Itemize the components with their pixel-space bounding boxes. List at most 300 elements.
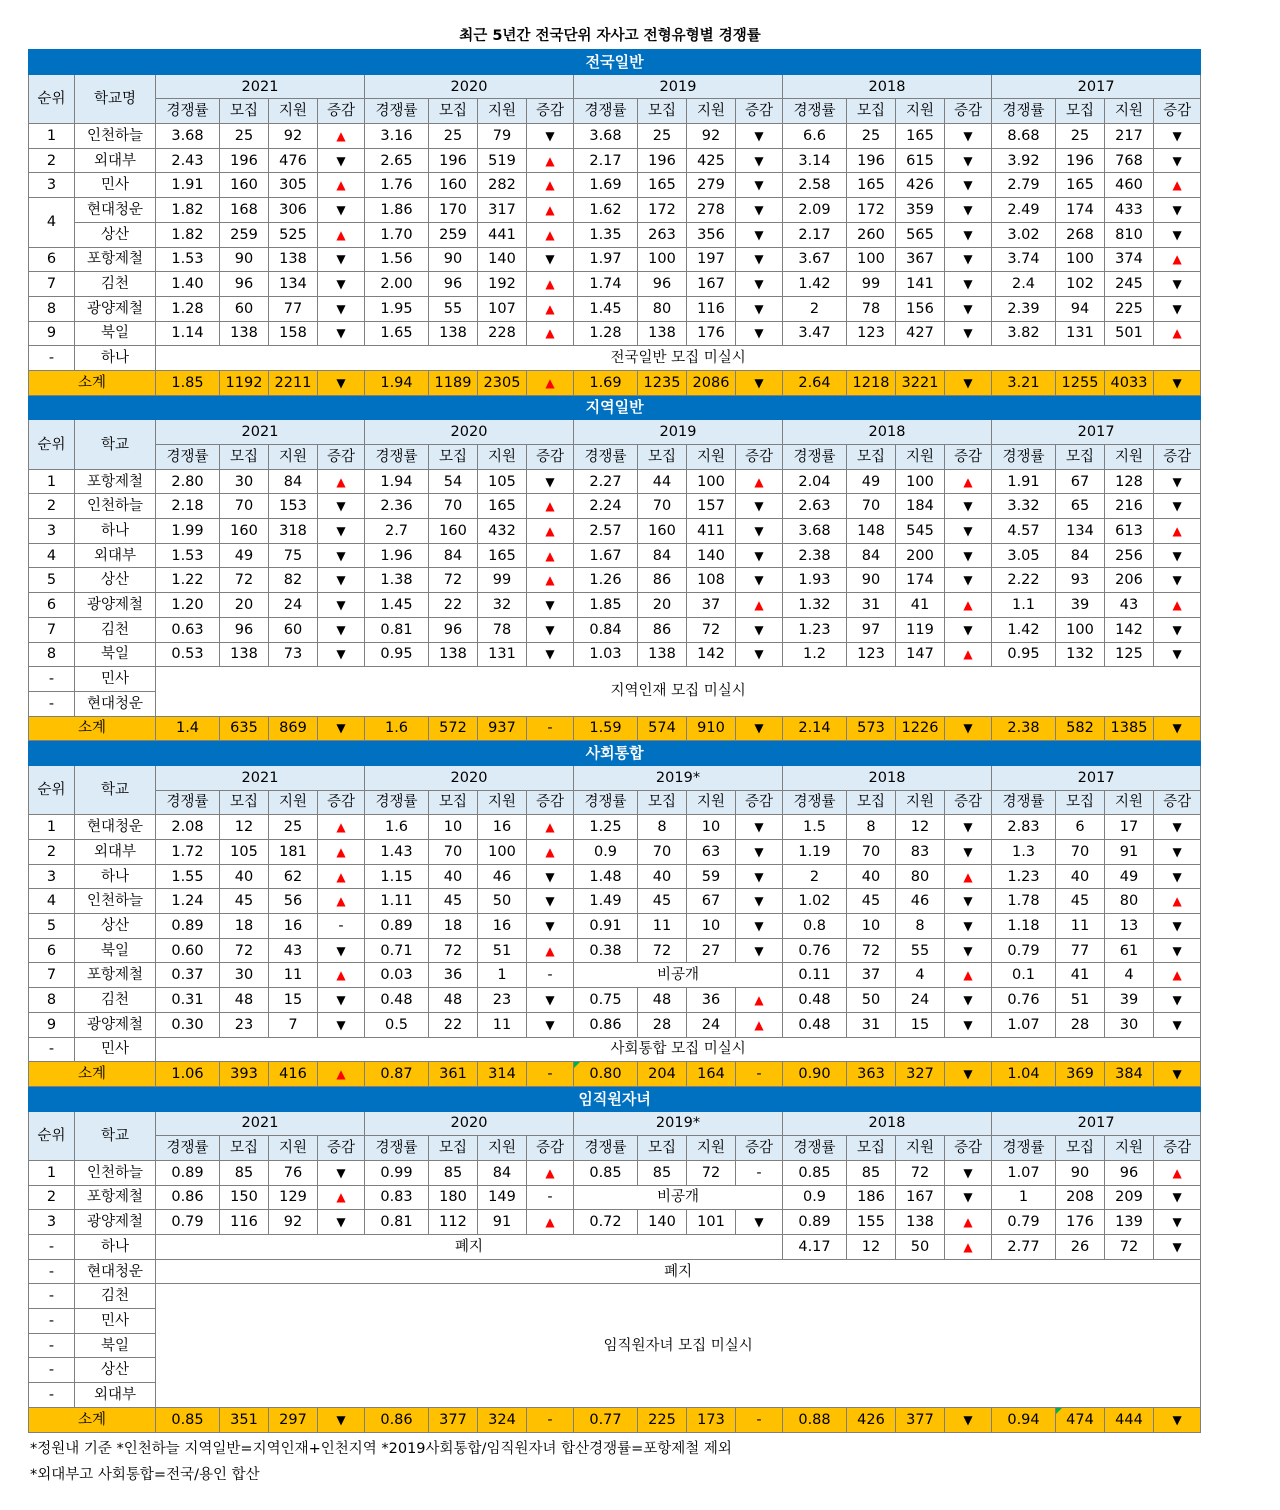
apply-cell: 37 [687,593,736,618]
column-header-row [29,99,1201,124]
change-cell [1154,469,1201,494]
change-cell [1154,1185,1201,1210]
recruit-cell: 138 [220,642,269,667]
apply-cell: 101 [687,1210,736,1235]
school-cell: 인천하늘 [75,889,156,914]
recruit-cell: 160 [220,519,269,544]
year-header: 2018 [783,74,992,99]
no-change-mark: - [547,1411,553,1428]
apply-cell: 24 [269,593,318,618]
change-cell [736,247,783,272]
rate-cell: 3.16 [365,124,429,149]
change-cell [527,593,574,618]
recruit-header: 모집 [429,445,478,470]
subtotal-label: 소계 [29,1062,156,1087]
recruit-cell: 165 [638,173,687,198]
rank-header: 순위 [29,74,75,123]
rank-cell: - [29,1284,75,1309]
recruit-cell: 86 [638,617,687,642]
down-arrow-icon: ▼ [336,1165,346,1180]
change-cell [736,272,783,297]
up-arrow-icon: ▲ [545,523,555,538]
apply-cell: 84 [269,469,318,494]
apply-cell: 10 [687,815,736,840]
rate-cell: 3.82 [992,321,1056,346]
rate-cell: 2.57 [574,519,638,544]
apply-cell: 176 [687,321,736,346]
page-title: 최근 5년간 전국단위 자사고 전형유형별 경쟁률 [459,28,761,44]
recruit-header: 모집 [220,99,269,124]
table-row [29,543,1201,568]
recruit-cell: 90 [220,247,269,272]
rate-cell: 1.78 [992,889,1056,914]
recruit-cell: 138 [638,321,687,346]
down-arrow-icon: ▼ [754,178,764,193]
rate-cell: 1.20 [156,593,220,618]
rate-cell: 1.23 [783,617,847,642]
apply-cell: 282 [478,173,527,198]
rank-cell: - [29,1037,75,1062]
apply-cell: 192 [478,272,527,297]
down-arrow-icon: ▼ [1172,820,1182,835]
recruit-cell: 196 [429,148,478,173]
change-cell [1154,914,1201,939]
rank-cell: 4 [29,889,75,914]
recruit-cell: 1192 [220,370,269,395]
rate-header: 경쟁률 [365,790,429,815]
change-cell [1154,198,1201,223]
change-cell [527,963,574,988]
table-row [29,1235,1201,1260]
recruit-cell: 100 [847,247,896,272]
rate-cell: 1.48 [574,864,638,889]
down-arrow-icon: ▼ [754,499,764,514]
down-arrow-icon: ▼ [754,943,764,958]
rank-cell: 3 [29,864,75,889]
apply-cell: 7 [269,1012,318,1037]
table-row [29,222,1201,247]
change-header: 증감 [318,99,365,124]
recruit-cell: 176 [1056,1210,1105,1235]
rate-cell: 0.9 [574,840,638,865]
rate-cell: 0.89 [365,914,429,939]
up-arrow-icon: ▲ [754,597,764,612]
down-arrow-icon: ▼ [754,894,764,909]
year-header: 2020 [365,420,574,445]
change-cell [736,617,783,642]
down-arrow-icon: ▼ [963,277,973,292]
recruit-header: 모집 [638,1136,687,1161]
apply-cell: 147 [896,642,945,667]
change-cell [318,321,365,346]
apply-cell: 139 [1105,1210,1154,1235]
recruit-cell: 186 [847,1185,896,1210]
down-arrow-icon: ▼ [963,128,973,143]
down-arrow-icon: ▼ [545,1017,555,1032]
recruit-cell: 20 [638,593,687,618]
down-arrow-icon: ▼ [963,721,973,736]
recruit-cell: 574 [638,716,687,741]
recruit-cell: 148 [847,519,896,544]
up-arrow-icon: ▲ [963,869,973,884]
down-arrow-icon: ▼ [963,820,973,835]
down-arrow-icon: ▼ [336,1017,346,1032]
recruit-cell: 112 [429,1210,478,1235]
down-arrow-icon: ▼ [336,992,346,1007]
down-arrow-icon: ▼ [336,647,346,662]
down-arrow-icon: ▼ [545,597,555,612]
up-arrow-icon: ▲ [545,548,555,563]
recruit-cell: 85 [429,1160,478,1185]
down-arrow-icon: ▼ [963,548,973,563]
table-row [29,963,1201,988]
recruit-cell: 54 [429,469,478,494]
school-cell: 김천 [75,1284,156,1309]
change-cell [527,889,574,914]
apply-cell: 181 [269,840,318,865]
down-arrow-icon: ▼ [963,499,973,514]
rate-cell: 2.27 [574,469,638,494]
rate-cell: 1.97 [574,247,638,272]
rate-cell: 2.08 [156,815,220,840]
up-arrow-icon: ▲ [1172,1165,1182,1180]
table-row [29,148,1201,173]
apply-cell: 164 [687,1062,736,1087]
apply-cell: 4 [896,963,945,988]
apply-header: 지원 [478,99,527,124]
rate-cell: 2.00 [365,272,429,297]
change-cell [1154,1210,1201,1235]
year-header: 2020 [365,1111,574,1136]
change-cell [736,543,783,568]
change-header: 증감 [527,445,574,470]
withheld-note: 비공개 [574,1185,783,1210]
change-header: 증감 [736,790,783,815]
recruit-cell: 22 [429,1012,478,1037]
apply-cell: 565 [896,222,945,247]
apply-cell: 228 [478,321,527,346]
rank-cell: - [29,1235,75,1260]
year-header-row [29,1111,1201,1136]
rank-cell: 6 [29,938,75,963]
rank-cell: 4 [29,198,75,247]
rate-header: 경쟁률 [156,445,220,470]
apply-header: 지원 [896,99,945,124]
down-arrow-icon: ▼ [1172,1239,1182,1254]
no-change-mark: - [547,720,553,737]
down-arrow-icon: ▼ [963,622,973,637]
rate-cell: 1.40 [156,272,220,297]
change-cell [318,494,365,519]
recruit-cell: 102 [1056,272,1105,297]
recruit-cell: 90 [1056,1160,1105,1185]
school-header: 학교 [75,1111,156,1160]
change-cell [318,1185,365,1210]
apply-cell: 100 [687,469,736,494]
rate-cell: 0.37 [156,963,220,988]
recruit-header: 모집 [847,99,896,124]
school-cell: 광양제철 [75,1012,156,1037]
rate-header: 경쟁률 [783,99,847,124]
subtotal-row [29,1407,1201,1432]
rate-cell: 0.89 [156,914,220,939]
section-header-row [29,50,1201,75]
apply-cell: 317 [478,198,527,223]
rank-cell: 1 [29,124,75,149]
subtotal-label: 소계 [29,370,156,395]
table-row [29,568,1201,593]
up-arrow-icon: ▲ [545,178,555,193]
apply-cell: 108 [687,568,736,593]
apply-cell: 167 [687,272,736,297]
change-cell [945,519,992,544]
apply-cell: 32 [478,593,527,618]
change-cell [945,1210,992,1235]
apply-cell: 153 [269,494,318,519]
apply-cell: 167 [896,1185,945,1210]
apply-cell: 80 [1105,889,1154,914]
recruit-cell: 393 [220,1062,269,1087]
recruit-cell: 259 [220,222,269,247]
year-header: 2017 [992,420,1201,445]
change-cell [1154,1407,1201,1432]
rank-cell: 5 [29,568,75,593]
rate-cell: 2.17 [574,148,638,173]
change-cell [945,1062,992,1087]
rank-cell: 8 [29,296,75,321]
rate-cell: 1.91 [992,469,1056,494]
change-cell [318,469,365,494]
recruit-cell: 225 [638,1407,687,1432]
change-header: 증감 [945,99,992,124]
recruit-cell: 84 [638,543,687,568]
apply-header: 지원 [896,445,945,470]
apply-cell: 416 [269,1062,318,1087]
change-header: 증감 [1154,445,1201,470]
rate-header: 경쟁률 [783,790,847,815]
change-cell [527,173,574,198]
down-arrow-icon: ▼ [754,548,764,563]
down-arrow-icon: ▼ [545,869,555,884]
rate-cell: 4.57 [992,519,1056,544]
section-header-row [29,395,1201,420]
change-cell [945,1407,992,1432]
recruit-cell: 369 [1056,1062,1105,1087]
change-cell [1154,173,1201,198]
down-arrow-icon: ▼ [754,277,764,292]
recruit-cell: 8 [847,815,896,840]
apply-header: 지원 [687,1136,736,1161]
apply-cell: 83 [896,840,945,865]
change-cell [318,864,365,889]
rate-header: 경쟁률 [365,1136,429,1161]
change-cell [1154,494,1201,519]
recruit-cell: 40 [429,864,478,889]
rate-cell: 1.15 [365,864,429,889]
down-arrow-icon: ▼ [963,326,973,341]
rate-cell: 1.24 [156,889,220,914]
rate-cell: 1.85 [156,370,220,395]
school-cell: 현대청운 [75,815,156,840]
school-cell: 북일 [75,642,156,667]
apply-cell: 15 [896,1012,945,1037]
year-header: 2017 [992,1111,1201,1136]
rate-cell: 1.69 [574,173,638,198]
rate-cell: 1.65 [365,321,429,346]
apply-cell: 519 [478,148,527,173]
change-header: 증감 [736,445,783,470]
rate-cell: 1.53 [156,247,220,272]
recruit-cell: 70 [429,494,478,519]
rate-cell: 1.76 [365,173,429,198]
down-arrow-icon: ▼ [336,548,346,563]
rank-cell: 6 [29,247,75,272]
recruit-cell: 8 [638,815,687,840]
recruit-cell: 85 [638,1160,687,1185]
apply-header: 지원 [478,790,527,815]
apply-cell: 56 [269,889,318,914]
change-cell [527,494,574,519]
not-recruited-note: 사회통합 모집 미실시 [156,1037,1201,1062]
apply-cell: 43 [1105,593,1154,618]
apply-cell: 100 [478,840,527,865]
change-cell [736,716,783,741]
rate-header: 경쟁률 [156,790,220,815]
apply-cell: 96 [1105,1160,1154,1185]
change-cell [736,938,783,963]
recruit-cell: 50 [847,988,896,1013]
down-arrow-icon: ▼ [963,992,973,1007]
rank-cell: 7 [29,963,75,988]
up-arrow-icon: ▲ [336,1190,346,1205]
rank-cell: 2 [29,840,75,865]
apply-header: 지원 [687,445,736,470]
rate-cell: 1.45 [365,593,429,618]
apply-cell: 24 [687,1012,736,1037]
subtotal-label: 소계 [29,1407,156,1432]
apply-cell: 62 [269,864,318,889]
recruit-cell: 70 [220,494,269,519]
rate-cell: 1.94 [365,370,429,395]
rate-cell: 0.89 [783,1210,847,1235]
change-cell [527,1210,574,1235]
recruit-cell: 96 [429,272,478,297]
change-cell [1154,519,1201,544]
rate-cell: 2.09 [783,198,847,223]
rate-cell: 1.26 [574,568,638,593]
recruit-cell: 36 [429,963,478,988]
rank-cell: 1 [29,1160,75,1185]
apply-cell: 140 [478,247,527,272]
change-cell [1154,1012,1201,1037]
apply-cell: 50 [896,1235,945,1260]
rate-header: 경쟁률 [992,99,1056,124]
apply-cell: 297 [269,1407,318,1432]
down-arrow-icon: ▼ [1172,375,1182,390]
rate-cell: 1.19 [783,840,847,865]
apply-header: 지원 [1105,445,1154,470]
rate-header: 경쟁률 [574,1136,638,1161]
down-arrow-icon: ▼ [963,1067,973,1082]
rate-cell: 1.23 [992,864,1056,889]
rate-cell: 0.99 [365,1160,429,1185]
up-arrow-icon: ▲ [963,647,973,662]
school-cell: 하나 [75,1235,156,1260]
rate-cell: 0.86 [365,1407,429,1432]
rate-cell: 0.31 [156,988,220,1013]
recruit-cell: 40 [1056,864,1105,889]
apply-cell: 158 [269,321,318,346]
up-arrow-icon: ▲ [1172,597,1182,612]
rate-cell: 0.75 [574,988,638,1013]
up-arrow-icon: ▲ [545,326,555,341]
recruit-cell: 268 [1056,222,1105,247]
recruit-header: 모집 [638,99,687,124]
rate-cell: 1.94 [365,469,429,494]
school-header: 학교 [75,765,156,814]
apply-cell: 149 [478,1185,527,1210]
apply-cell: 60 [269,617,318,642]
rate-cell: 1.6 [365,716,429,741]
recruit-cell: 78 [847,296,896,321]
rate-cell: 0.48 [365,988,429,1013]
recruit-cell: 45 [429,889,478,914]
down-arrow-icon: ▼ [963,375,973,390]
apply-cell: 245 [1105,272,1154,297]
rate-cell: 2.79 [992,173,1056,198]
rank-header: 순위 [29,420,75,469]
up-arrow-icon: ▲ [1172,326,1182,341]
school-cell: 상산 [75,914,156,939]
apply-cell: 72 [687,1160,736,1185]
section-title: 사회통합 [29,741,1201,766]
recruit-cell: 140 [638,1210,687,1235]
up-arrow-icon: ▲ [336,820,346,835]
change-cell [1154,617,1201,642]
change-cell [1154,124,1201,149]
apply-cell: 367 [896,247,945,272]
rate-cell: 1.70 [365,222,429,247]
recruit-cell: 72 [220,938,269,963]
recruit-cell: 31 [847,593,896,618]
recruit-cell: 94 [1056,296,1105,321]
year-header: 2018 [783,420,992,445]
recruit-cell: 28 [638,1012,687,1037]
apply-cell: 16 [478,914,527,939]
rate-cell: 1.93 [783,568,847,593]
apply-cell: 359 [896,198,945,223]
recruit-cell: 1255 [1056,370,1105,395]
table-row [29,988,1201,1013]
up-arrow-icon: ▲ [545,943,555,958]
change-cell [318,173,365,198]
table-row [29,469,1201,494]
down-arrow-icon: ▼ [336,375,346,390]
not-recruited-note: 임직원자녀 모집 미실시 [156,1284,1201,1407]
recruit-cell: 11 [638,914,687,939]
change-cell [318,840,365,865]
apply-cell: 51 [478,938,527,963]
recruit-cell: 90 [847,568,896,593]
year-header: 2021 [156,420,365,445]
school-cell: 민사 [75,173,156,198]
change-cell [1154,593,1201,618]
recruit-cell: 72 [638,938,687,963]
down-arrow-icon: ▼ [963,301,973,316]
rate-header: 경쟁률 [574,99,638,124]
rate-cell: 0.79 [156,1210,220,1235]
apply-cell: 92 [269,1210,318,1235]
